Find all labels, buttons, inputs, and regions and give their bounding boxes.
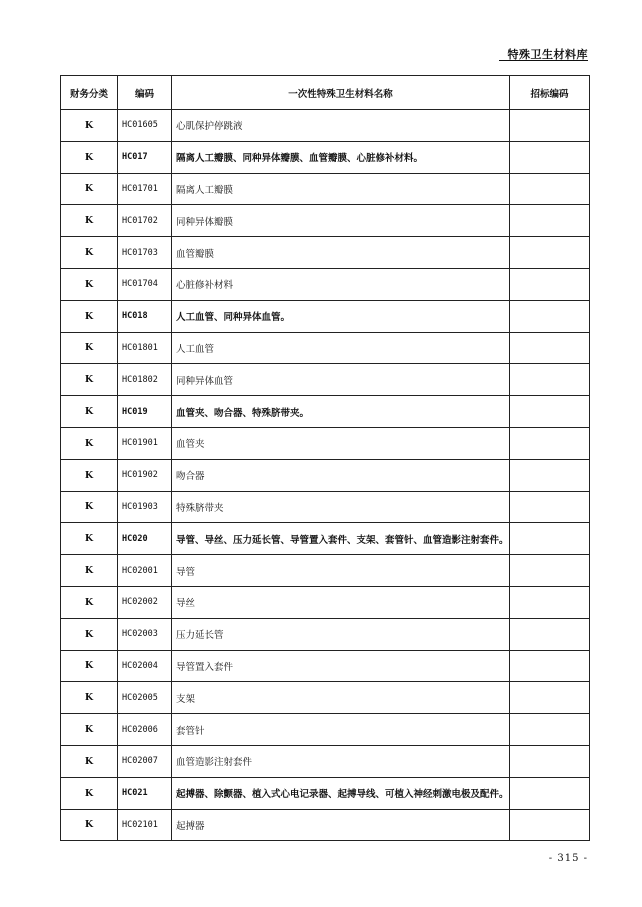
name-cell: 人工血管、同种异体血管。 [172, 300, 510, 332]
bid-code-cell [510, 682, 590, 714]
name-cell: 心脏修补材料 [172, 268, 510, 300]
bid-code-cell [510, 809, 590, 841]
category-cell: K [61, 618, 118, 650]
name-cell: 血管造影注射套件 [172, 745, 510, 777]
bid-code-cell [510, 300, 590, 332]
name-cell: 同种异体瓣膜 [172, 205, 510, 237]
category-cell: K [61, 300, 118, 332]
bid-code-cell [510, 618, 590, 650]
code-cell: HC017 [118, 141, 172, 173]
name-cell: 隔离人工瓣膜、同种异体瓣膜、血管瓣膜、心脏修补材料。 [172, 141, 510, 173]
name-cell: 套管针 [172, 714, 510, 746]
bid-code-cell [510, 268, 590, 300]
code-cell: HC01902 [118, 459, 172, 491]
name-cell: 压力延长管 [172, 618, 510, 650]
table-row [61, 205, 590, 237]
category-cell: K [61, 332, 118, 364]
table-row [61, 777, 590, 809]
table-row [61, 586, 590, 618]
column-header-code: 编码 [118, 76, 172, 110]
code-cell: HC01703 [118, 237, 172, 269]
name-cell: 吻合器 [172, 459, 510, 491]
category-cell: K [61, 110, 118, 142]
code-cell: HC02003 [118, 618, 172, 650]
bid-code-cell [510, 745, 590, 777]
table-row [61, 237, 590, 269]
category-cell: K [61, 682, 118, 714]
category-cell: K [61, 809, 118, 841]
name-cell: 导丝 [172, 586, 510, 618]
column-header-bid-code: 招标编码 [510, 76, 590, 110]
bid-code-cell [510, 650, 590, 682]
column-header-name: 一次性特殊卫生材料名称 [172, 76, 510, 110]
table-row [61, 396, 590, 428]
name-cell: 人工血管 [172, 332, 510, 364]
bid-code-cell [510, 491, 590, 523]
bid-code-cell [510, 459, 590, 491]
table-row [61, 364, 590, 396]
name-cell: 导管置入套件 [172, 650, 510, 682]
table-row [61, 714, 590, 746]
page-header-title: 特殊卫生材料库 [507, 48, 588, 61]
code-cell: HC01701 [118, 173, 172, 205]
code-cell: HC02004 [118, 650, 172, 682]
table-row [61, 300, 590, 332]
table-row [61, 173, 590, 205]
code-cell: HC02101 [118, 809, 172, 841]
name-cell: 血管瓣膜 [172, 237, 510, 269]
table-row [61, 459, 590, 491]
table-body [61, 110, 590, 841]
code-cell: HC01704 [118, 268, 172, 300]
code-cell: HC02005 [118, 682, 172, 714]
bid-code-cell [510, 523, 590, 555]
category-cell: K [61, 650, 118, 682]
name-cell: 导管 [172, 555, 510, 587]
name-cell: 血管夹、吻合器、特殊脐带夹。 [172, 396, 510, 428]
code-cell: HC02007 [118, 745, 172, 777]
category-cell: K [61, 364, 118, 396]
code-cell: HC01801 [118, 332, 172, 364]
table-row [61, 745, 590, 777]
bid-code-cell [510, 555, 590, 587]
table-row [61, 682, 590, 714]
bid-code-cell [510, 586, 590, 618]
category-cell: K [61, 427, 118, 459]
code-cell: HC02001 [118, 555, 172, 587]
table-row [61, 650, 590, 682]
category-cell: K [61, 173, 118, 205]
name-cell: 同种异体血管 [172, 364, 510, 396]
table-row [61, 427, 590, 459]
bid-code-cell [510, 205, 590, 237]
bid-code-cell [510, 714, 590, 746]
table-row [61, 555, 590, 587]
header-rule [499, 60, 588, 61]
category-cell: K [61, 523, 118, 555]
name-cell: 起搏器、除颤器、植入式心电记录器、起搏导线、可植入神经刺激电极及配件。 [172, 777, 510, 809]
bid-code-cell [510, 777, 590, 809]
name-cell: 心肌保护停跳液 [172, 110, 510, 142]
materials-table [60, 75, 590, 841]
table-row [61, 110, 590, 142]
bid-code-cell [510, 332, 590, 364]
table-row [61, 618, 590, 650]
name-cell: 特殊脐带夹 [172, 491, 510, 523]
category-cell: K [61, 268, 118, 300]
code-cell: HC01802 [118, 364, 172, 396]
bid-code-cell [510, 237, 590, 269]
table-header-row [61, 76, 590, 110]
code-cell: HC01903 [118, 491, 172, 523]
name-cell: 隔离人工瓣膜 [172, 173, 510, 205]
code-cell: HC019 [118, 396, 172, 428]
category-cell: K [61, 141, 118, 173]
bid-code-cell [510, 173, 590, 205]
category-cell: K [61, 205, 118, 237]
code-cell: HC02006 [118, 714, 172, 746]
code-cell: HC018 [118, 300, 172, 332]
category-cell: K [61, 396, 118, 428]
bid-code-cell [510, 141, 590, 173]
code-cell: HC01702 [118, 205, 172, 237]
table-row [61, 809, 590, 841]
category-cell: K [61, 237, 118, 269]
table-row [61, 141, 590, 173]
category-cell: K [61, 745, 118, 777]
category-cell: K [61, 714, 118, 746]
table-row [61, 268, 590, 300]
name-cell: 血管夹 [172, 427, 510, 459]
code-cell: HC01901 [118, 427, 172, 459]
name-cell: 起搏器 [172, 809, 510, 841]
category-cell: K [61, 459, 118, 491]
category-cell: K [61, 555, 118, 587]
code-cell: HC02002 [118, 586, 172, 618]
table-row [61, 332, 590, 364]
code-cell: HC01605 [118, 110, 172, 142]
name-cell: 导管、导丝、压力延长管、导管置入套件、支架、套管针、血管造影注射套件。 [172, 523, 510, 555]
bid-code-cell [510, 427, 590, 459]
table-row [61, 523, 590, 555]
page-number: - 315 - [548, 853, 588, 864]
bid-code-cell [510, 110, 590, 142]
category-cell: K [61, 586, 118, 618]
bid-code-cell [510, 396, 590, 428]
name-cell: 支架 [172, 682, 510, 714]
bid-code-cell [510, 364, 590, 396]
code-cell: HC020 [118, 523, 172, 555]
category-cell: K [61, 491, 118, 523]
category-cell: K [61, 777, 118, 809]
code-cell: HC021 [118, 777, 172, 809]
table-row [61, 491, 590, 523]
column-header-category: 财务分类 [61, 76, 118, 110]
